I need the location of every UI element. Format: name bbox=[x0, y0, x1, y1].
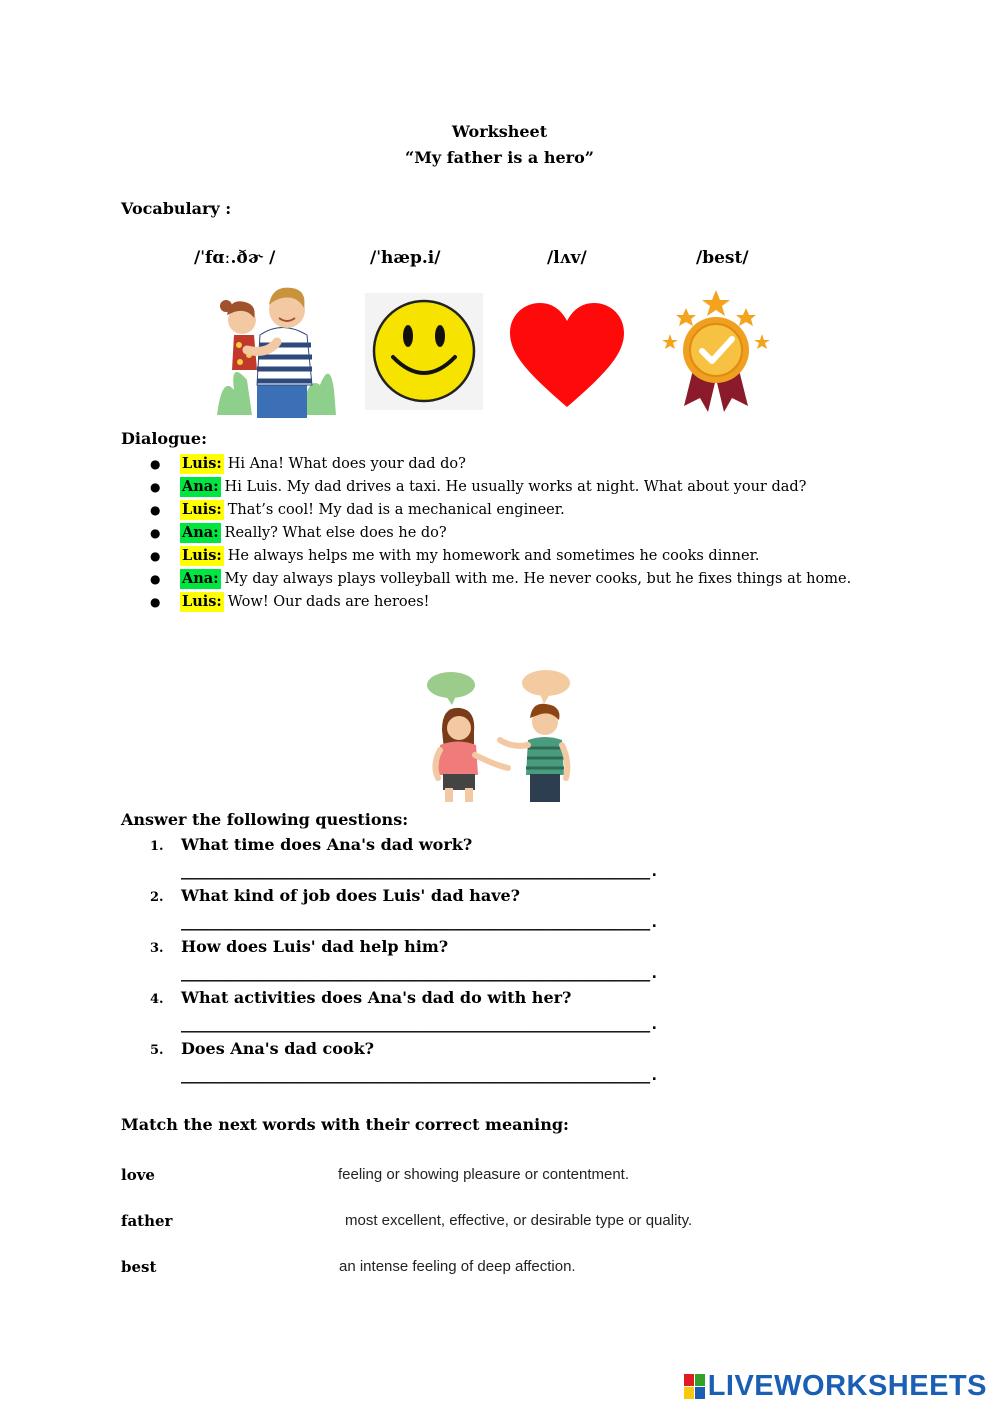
question-text: How does Luis' dad help him? bbox=[181, 937, 449, 956]
speaker-label: Ana: bbox=[182, 523, 219, 541]
dialogue-line bbox=[150, 521, 851, 544]
match-definition[interactable]: an intense feeling of deep affection. bbox=[339, 1258, 576, 1275]
pronunciation-happy: /ˈhæp.i/ bbox=[370, 248, 441, 268]
speaker-label: Luis: bbox=[182, 546, 222, 564]
dialogue-line bbox=[150, 544, 851, 567]
dialogue-heading: Dialogue: bbox=[121, 429, 207, 448]
question-number: 1. bbox=[150, 839, 164, 854]
award-badge-icon bbox=[660, 288, 772, 416]
dialogue-text: Hi Ana! What does your dad do? bbox=[227, 455, 466, 472]
bullet-icon: ● bbox=[150, 525, 161, 540]
dialogue-text: That’s cool! My dad is a mechanical engineer. bbox=[227, 501, 565, 518]
answer-line-2[interactable]: ______________________________________________________. bbox=[181, 913, 659, 931]
question-text: What activities does Ana's dad do with her? bbox=[181, 988, 572, 1007]
match-definition[interactable]: feeling or showing pleasure or contentment. bbox=[338, 1166, 630, 1183]
dialogue-line bbox=[150, 567, 851, 590]
bullet-icon: ● bbox=[150, 502, 161, 517]
match-definition[interactable]: most excellent, effective, or desirable type or quality. bbox=[345, 1212, 693, 1229]
question-3 bbox=[150, 937, 448, 956]
dialogue-text: Really? What else does he do? bbox=[224, 524, 447, 541]
bullet-icon: ● bbox=[150, 594, 161, 609]
smiley-face-icon bbox=[365, 293, 483, 410]
dialogue-list bbox=[150, 452, 851, 613]
match-word-best[interactable]: best bbox=[121, 1258, 157, 1276]
question-number: 2. bbox=[150, 890, 164, 905]
question-text: What kind of job does Luis' dad have? bbox=[181, 886, 521, 905]
question-number: 4. bbox=[150, 992, 164, 1007]
dialogue-text: Wow! Our dads are heroes! bbox=[227, 593, 430, 610]
dialogue-line bbox=[150, 590, 851, 613]
dialogue-text: My day always plays volleyball with me. He never cooks, but he fixes things at home. bbox=[224, 570, 852, 587]
bullet-icon: ● bbox=[150, 479, 161, 494]
bullet-icon: ● bbox=[150, 456, 161, 471]
dialogue-text: Hi Luis. My dad drives a taxi. He usually works at night. What about your dad? bbox=[224, 478, 807, 495]
speaker-label: Luis: bbox=[182, 454, 222, 472]
question-number: 3. bbox=[150, 941, 164, 956]
question-2 bbox=[150, 886, 520, 905]
bullet-icon: ● bbox=[150, 571, 161, 586]
question-text: What time does Ana's dad work? bbox=[181, 835, 473, 854]
vocabulary-heading: Vocabulary : bbox=[121, 199, 232, 218]
worksheet-title: Worksheet bbox=[451, 122, 548, 141]
answer-line-1[interactable]: ______________________________________________________. bbox=[181, 862, 659, 880]
heart-icon bbox=[510, 303, 624, 409]
logo-mark-icon bbox=[684, 1374, 705, 1399]
match-word-love[interactable]: love bbox=[121, 1166, 155, 1184]
question-4 bbox=[150, 988, 571, 1007]
speaker-label: Luis: bbox=[182, 500, 222, 518]
answer-line-4[interactable]: ______________________________________________________. bbox=[181, 1015, 659, 1033]
dialogue-line bbox=[150, 452, 851, 475]
matching-heading: Match the next words with their correct meaning: bbox=[121, 1115, 569, 1134]
question-number: 5. bbox=[150, 1043, 164, 1058]
speaker-label: Ana: bbox=[182, 477, 219, 495]
worksheet-subtitle: “My father is a hero” bbox=[405, 148, 594, 167]
pronunciation-best: /best/ bbox=[696, 248, 749, 268]
answer-line-5[interactable]: ______________________________________________________. bbox=[181, 1066, 659, 1084]
question-text: Does Ana's dad cook? bbox=[181, 1039, 375, 1058]
father-hug-icon bbox=[212, 280, 338, 420]
pronunciation-love: /lʌv/ bbox=[547, 248, 587, 268]
dialogue-line bbox=[150, 498, 851, 521]
pronunciation-father: /ˈfɑː.ðɚ / bbox=[194, 248, 276, 268]
answer-line-3[interactable]: ______________________________________________________. bbox=[181, 964, 659, 982]
kids-talking-icon bbox=[420, 670, 580, 805]
speaker-label: Ana: bbox=[182, 569, 219, 587]
dialogue-line bbox=[150, 475, 851, 498]
match-word-father[interactable]: father bbox=[121, 1212, 173, 1230]
bullet-icon: ● bbox=[150, 548, 161, 563]
question-5 bbox=[150, 1039, 374, 1058]
liveworksheets-logo bbox=[684, 1370, 987, 1403]
speaker-label: Luis: bbox=[182, 592, 222, 610]
question-1 bbox=[150, 835, 472, 854]
logo-text: LIVEWORKSHEETS bbox=[707, 1370, 987, 1402]
dialogue-text: He always helps me with my homework and sometimes he cooks dinner. bbox=[227, 547, 760, 564]
questions-heading: Answer the following questions: bbox=[121, 810, 409, 829]
